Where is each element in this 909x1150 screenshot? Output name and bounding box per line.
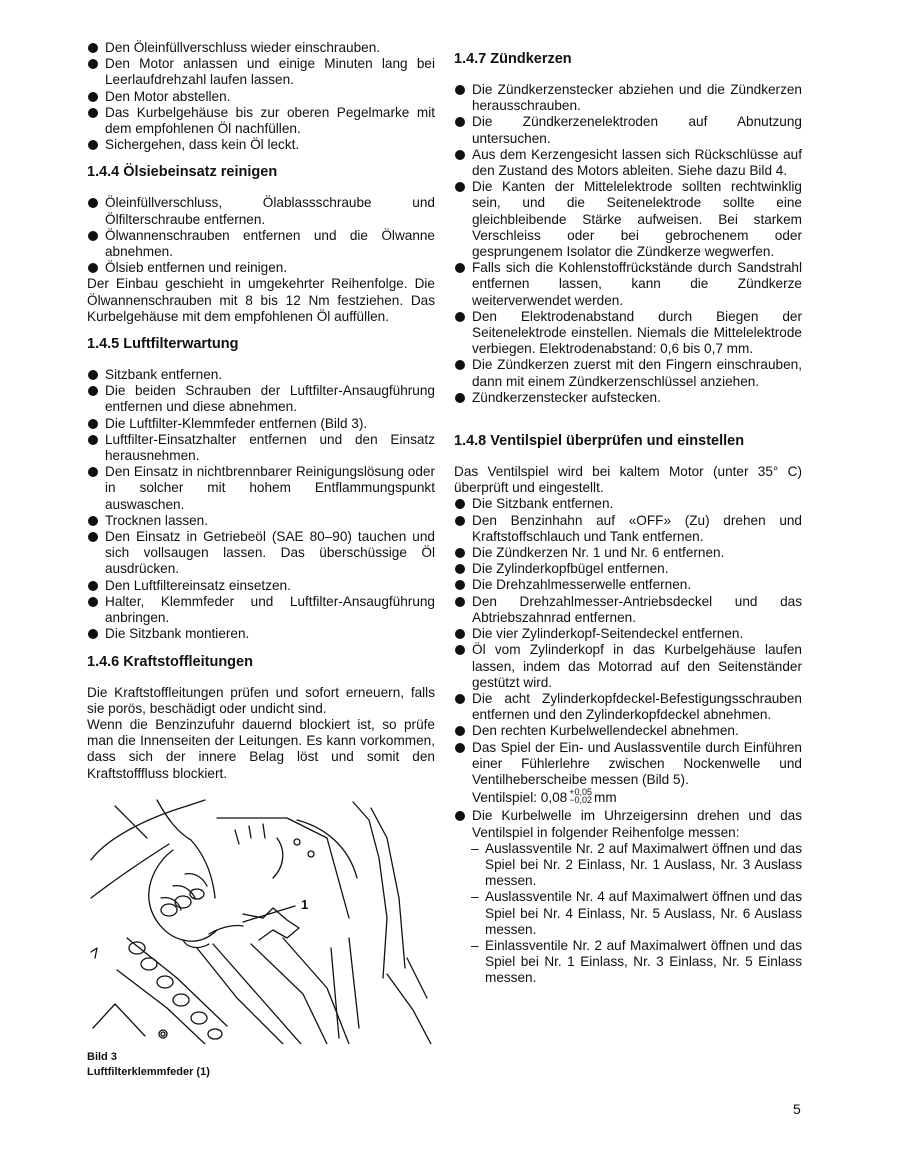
list-item: Die Kanten der Mittelelektrode sollten rechtwinklig sein, und die Seitenelektrode sollte eine gleichbleibende Stärke aufweisen. Bei starkem Verschleiss oder bei gebrochenem oder gesprungenem Isolator die Zündkerze wegwerfen. bbox=[454, 179, 802, 260]
list-item: Die Zündkerzen Nr. 1 und Nr. 6 entfernen. bbox=[454, 545, 802, 561]
list-item: Die Sitzbank montieren. bbox=[87, 626, 435, 642]
spacer bbox=[454, 406, 802, 422]
list-item: Den Motor anlassen und einige Minuten lang bei Leerlaufdrehzahl laufen lassen. bbox=[87, 56, 435, 88]
right-column bbox=[454, 40, 802, 987]
list-item: Die Zündkerzen zuerst mit den Fingern einschrauben, dann mit einem Zündkerzenschlüssel anziehen. bbox=[454, 357, 802, 389]
spec-unit: mm bbox=[594, 790, 617, 806]
list-item: Die vier Zylinderkopf-Seitendeckel entfernen. bbox=[454, 626, 802, 642]
list-item: Die Sitzbank entfernen. bbox=[454, 496, 802, 512]
list-item: Zündkerzenstecker aufstecken. bbox=[454, 390, 802, 406]
paragraph: Das Ventilspiel wird bei kaltem Motor (unter 35° C) überprüft und eingestellt. bbox=[454, 464, 802, 496]
list-item: Das Spiel der Ein- und Auslassventile durch Einführen einer Fühlerlehre zwischen Nockenwelle und Ventilheberscheibe messen (Bild 5). bbox=[454, 740, 802, 789]
list-item: Die Zylinderkopfbügel entfernen. bbox=[454, 561, 802, 577]
list-item: Ölsieb entfernen und reinigen. bbox=[87, 260, 435, 276]
list-item: Sitzbank entfernen. bbox=[87, 367, 435, 383]
spec-label: Ventilspiel: 0,08 bbox=[472, 790, 568, 806]
paragraph: Wenn die Benzinzufuhr dauernd blockiert ist, so prüfe man die Innenseiten der Leitungen. Es kann vorkommen, dass sich der innere Belag löst und somit den Kraftstofffluss blockiert. bbox=[87, 716, 435, 781]
list-item: Die acht Zylinderkopfdeckel-Befestigungsschrauben entfernen und den Zylinderkopfdeckel abnehmen. bbox=[454, 691, 802, 723]
sub-list-item: – Auslassventile Nr. 2 auf Maximalwert öffnen und das Spiel bei Nr. 2 Einlass, Nr. 1 Auslass, Nr. 3 Auslass messen. bbox=[454, 841, 802, 890]
left-column bbox=[87, 40, 435, 782]
spec-tolerance bbox=[569, 788, 592, 804]
paragraph: Der Einbau geschieht in umgekehrter Reihenfolge. Die Ölwannenschrauben mit 8 bis 12 Nm festziehen. Das Kurbelgehäuse mit dem empfohlenen Öl auffüllen. bbox=[87, 276, 435, 324]
list-item: Die Zündkerzenstecker abziehen und die Zündkerzen herausschrauben. bbox=[454, 82, 802, 114]
arm-outline bbox=[91, 800, 205, 860]
list-item: Die Kurbelwelle im Uhrzeigersinn drehen und das Ventilspiel in folgender Reihenfolge messen: bbox=[454, 808, 802, 840]
list-item: Den rechten Kurbelwellendeckel abnehmen. bbox=[454, 723, 802, 739]
list-item: Falls sich die Kohlenstoffrückstände durch Sandstrahl entfernen lassen, kann die Zündkerze weiterverwendet werden. bbox=[454, 260, 802, 309]
list-item: Öl vom Zylinderkopf in das Kurbelgehäuse laufen lassen, indem das Motorrad auf den Seitenständer gestützt wird. bbox=[454, 642, 802, 691]
list-item: Öleinfüllverschluss, Ölablassschraube und Ölfilterschraube entfernen. bbox=[87, 195, 435, 227]
list-item: Ölwannenschrauben entfernen und die Ölwanne abnehmen. bbox=[87, 228, 435, 260]
list-item: Das Kurbelgehäuse bis zur oberen Pegelmarke mit dem empfohlenen Öl nachfüllen. bbox=[87, 105, 435, 137]
list-item: Die Drehzahlmesserwelle entfernen. bbox=[454, 577, 802, 593]
page-number: 5 bbox=[793, 1101, 801, 1117]
list-item: Die Luftfilter-Klemmfeder entfernen (Bild 3). bbox=[87, 416, 435, 432]
list-item: Aus dem Kerzengesicht lassen sich Rückschlüsse auf den Zustand des Motors ableiten. Siehe dazu Bild 4. bbox=[454, 147, 802, 179]
figure-caption bbox=[87, 1050, 210, 1080]
list-item: Den Benzinhahn auf «OFF» (Zu) drehen und Kraftstoffschlauch und Tank entfernen. bbox=[454, 513, 802, 545]
list-item: Den Einsatz in Getriebeöl (SAE 80–90) tauchen und sich vollsaugen lassen. Das überschüssige Öl ausdrücken. bbox=[87, 529, 435, 578]
list-item: Den Motor abstellen. bbox=[87, 89, 435, 105]
callout-number: 1 bbox=[301, 897, 309, 912]
valve-clearance-spec bbox=[454, 786, 802, 806]
section-heading-ventilspiel: 1.4.8 Ventilspiel überprüfen und einstellen bbox=[454, 433, 745, 450]
spec-tolerance-minus: −0,02 bbox=[569, 794, 593, 805]
sub-list-item: – Auslassventile Nr. 4 auf Maximalwert öffnen und das Spiel bei Nr. 4 Einlass, Nr. 5 Auslass, Nr. 6 Auslass messen. bbox=[454, 889, 802, 938]
list-item: Die Zündkerzenelektroden auf Abnutzung untersuchen. bbox=[454, 114, 802, 146]
list-item: Die beiden Schrauben der Luftfilter-Ansaugführung entfernen und diese abnehmen. bbox=[87, 383, 435, 415]
section-heading-kraftstoff: 1.4.6 Kraftstoffleitungen bbox=[87, 653, 253, 670]
figure-caption-text: Luftfilterklemmfeder (1) bbox=[87, 1066, 210, 1078]
list-item: Den Öleinfüllverschluss wieder einschrauben. bbox=[87, 40, 435, 56]
spec-tolerance-plus: +0,05 bbox=[569, 786, 593, 797]
list-item: Den Luftfiltereinsatz einsetzen. bbox=[87, 578, 435, 594]
list-item: Trocknen lassen. bbox=[87, 513, 435, 529]
list-item: Luftfilter-Einsatzhalter entfernen und den Einsatz herausnehmen. bbox=[87, 432, 435, 464]
paragraph: Die Kraftstoffleitungen prüfen und sofort erneuern, falls sie porös, beschädigt oder undicht sind. bbox=[87, 684, 435, 716]
list-item: Den Drehzahlmesser-Antriebsdeckel und das Abtriebszahnrad entfernen. bbox=[454, 594, 802, 626]
list-item: Den Elektrodenabstand durch Biegen der Seitenelektrode einstellen. Niemals die Mittelelektrode verbiegen. Elektrodenabstand: 0,6 bis 0,7 mm. bbox=[454, 309, 802, 358]
list-item: Sichergehen, dass kein Öl leckt. bbox=[87, 137, 435, 153]
sub-list-item: – Einlassventile Nr. 2 auf Maximalwert öffnen und das Spiel bei Nr. 1 Einlass, Nr. 3 Einlass, Nr. 5 Einlass messen. bbox=[454, 938, 802, 987]
section-heading-luftfilter: 1.4.5 Luftfilterwartung bbox=[87, 336, 239, 353]
section-heading-zuendkerzen: 1.4.7 Zündkerzen bbox=[454, 51, 572, 67]
list-item: Den Einsatz in nichtbrennbarer Reinigungslösung oder in solcher mit hohem Entflammungspunkt auswaschen. bbox=[87, 464, 435, 513]
air-filter-clamp-illustration bbox=[87, 798, 435, 1044]
section-heading-oelsieb: 1.4.4 Ölsiebeinsatz reinigen bbox=[87, 164, 278, 181]
list-item: Halter, Klemmfeder und Luftfilter-Ansaugführung anbringen. bbox=[87, 594, 435, 626]
figure-caption-title: Bild 3 bbox=[87, 1051, 117, 1063]
